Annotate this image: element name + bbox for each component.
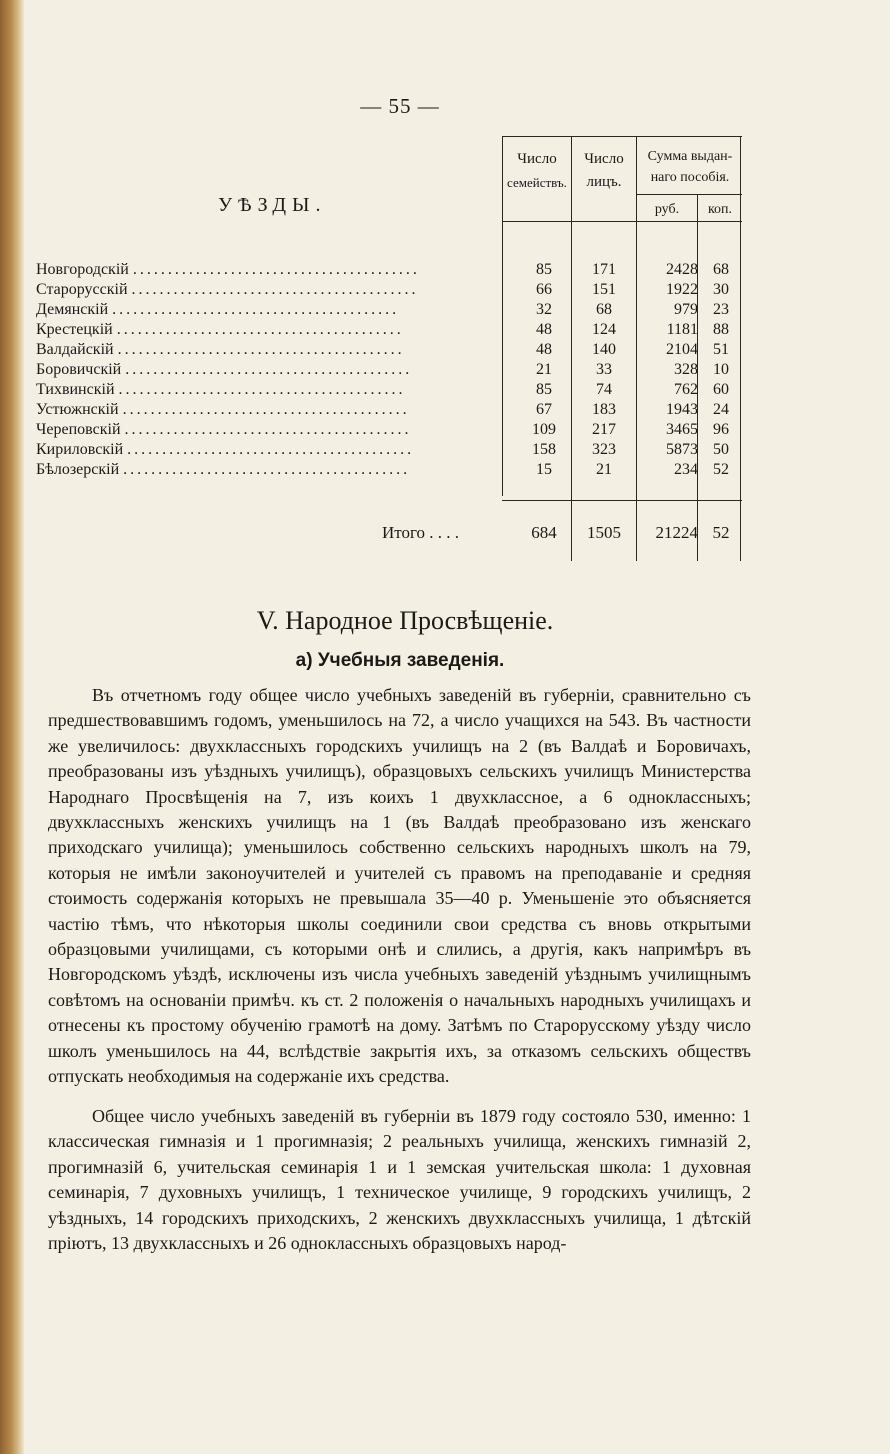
body-paragraph: Общее число учебныхъ заведеній въ губерніи въ 1879 году состояло 530, именно: 1 классическая гимназія и 1 прогимназія; 2 реальныхъ училища, женскихъ гимназій 2, прогимназій 6, учительская семинарія 1 и 1 земская учительская школа: 1 духовная семинарія, 7 духовныхъ училищъ, 1 техническое училище, 9 городскихъ училищъ, 2 уѣздныхъ, 14 городскихъ приходскихъ, 2 женскихъ двухклассныхъ училища, 1 дѣтскій пріютъ, 13 двухклассныхъ и 26 одноклассныхъ образцовыхъ народ-	[48, 1106, 751, 1254]
table-row	[36, 340, 746, 360]
table-row	[36, 260, 746, 280]
table-row	[36, 300, 746, 320]
families-cell: 32	[536, 301, 552, 318]
leader-dots: .........................................	[117, 341, 405, 358]
kop-cell: 30	[713, 281, 729, 298]
kop-cell: 24	[713, 401, 729, 418]
rub-cell: 1943	[666, 401, 698, 418]
district-name: Череповскій	[36, 421, 121, 438]
table-row	[36, 280, 746, 300]
total-rub: 21224	[655, 523, 698, 542]
book-spine-edge	[0, 0, 24, 1454]
families-header-line1: Число	[517, 151, 557, 167]
persons-cell: 217	[592, 421, 616, 438]
kop-cell: 10	[713, 361, 729, 378]
district-name: Валдайскій	[36, 341, 114, 358]
relief-table	[36, 136, 746, 566]
body-paragraph: Въ отчетномъ году общее число учебныхъ заведеній въ губерніи, сравнительно съ предшествовавшимъ годомъ, уменьшилось на 72, а число учащихся на 543. Въ частности же увеличилось: двухклассныхъ городскихъ училищъ на 2 (въ Валдаѣ и Боровичахъ, преобразованы изъ уѣздныхъ училищъ), образцовыхъ сельскихъ училищъ Министерства Народнаго Просвѣщенія на 7, изъ коихъ 1 двухклассное, а 6 одноклассныхъ; двухклассныхъ женскихъ училищъ на 1 (въ Валдаѣ преобразовано изъ женскаго приходскаго училища); уменьшилось собственно сельскихъ народныхъ школъ на 79, которыя не имѣли законоучителей и учителей съ правомъ на преподаваніе и средняя стоимость содержанія которыхъ не превышала 35—40 р. Уменьшеніе это объясняется частію тѣмъ, что нѣкоторыя школы соединили свои средства съ вновь открытыми образцовыми училищами, съ которыми онѣ и слились, а другія, какъ напримѣръ въ Новгородскомъ уѣздѣ, исключены изъ числа учебныхъ заведеній уѣзднымъ училищнымъ совѣтомъ на основаніи примѣч. къ ст. 2 положенія о начальныхъ народныхъ училищахъ и отнесены къ простому обученію грамотѣ на дому. Затѣмъ по Старорусскому уѣзду число школъ уменьшилось на 44, вслѣдствіе закрытія ихъ, за отказомъ сельскихъ обществъ отпускать необходимыя на содержаніе ихъ средства.	[48, 685, 751, 1087]
total-persons: 1505	[587, 523, 621, 542]
families-cell: 109	[532, 421, 556, 438]
persons-header	[572, 148, 636, 194]
persons-header-line2: лицъ.	[586, 174, 622, 190]
families-header-line2: семействъ.	[507, 175, 567, 190]
sum-header-line1: Сумма выдан-	[647, 149, 733, 164]
families-cell: 85	[536, 261, 552, 278]
table-row	[36, 400, 746, 420]
district-name: Старорусскій	[36, 281, 128, 298]
leader-dots: .........................................	[112, 301, 400, 318]
section-subtitle: а) Учебныя заведенія.	[295, 650, 505, 671]
families-cell: 48	[536, 321, 552, 338]
families-cell: 67	[536, 401, 552, 418]
rub-cell: 1922	[666, 281, 698, 298]
district-name: Крестецкій	[36, 321, 113, 338]
district-name: Устюжнскій	[36, 401, 119, 418]
kop-cell: 96	[713, 421, 729, 438]
page-number: — 55 —	[360, 94, 440, 118]
rub-cell: 762	[674, 381, 698, 398]
table-row	[36, 440, 746, 460]
total-kop: 52	[712, 523, 730, 542]
leader-dots: .........................................	[123, 461, 411, 478]
kop-header: коп.	[707, 202, 733, 217]
rub-cell: 2428	[666, 261, 698, 278]
rub-cell: 328	[674, 361, 698, 378]
persons-cell: 171	[592, 261, 616, 278]
persons-cell: 74	[596, 381, 612, 398]
families-cell: 21	[536, 361, 552, 378]
leader-dots: .........................................	[118, 381, 406, 398]
leader-dots: .........................................	[125, 361, 413, 378]
persons-cell: 21	[596, 461, 612, 478]
families-cell: 15	[536, 461, 552, 478]
families-cell: 158	[532, 441, 556, 458]
sum-header-line2: наго пособія.	[650, 170, 730, 185]
persons-cell: 33	[596, 361, 612, 378]
total-label: Итого . . . .	[382, 523, 460, 542]
district-name: Кириловскій	[36, 441, 124, 458]
rub-cell: 2104	[666, 341, 698, 358]
sum-header	[638, 146, 742, 188]
kop-cell: 52	[713, 461, 729, 478]
families-cell: 48	[536, 341, 552, 358]
table-row	[36, 420, 746, 440]
families-cell: 66	[536, 281, 552, 298]
district-name: Бѣлозерскій	[36, 461, 120, 478]
persons-header-line1: Число	[584, 151, 624, 167]
persons-cell: 68	[596, 301, 612, 318]
rub-cell: 234	[674, 461, 698, 478]
district-name: Боровичскій	[36, 361, 122, 378]
table-row	[36, 360, 746, 380]
table-row	[36, 380, 746, 400]
total-rule	[502, 500, 742, 501]
total-row	[36, 522, 746, 544]
persons-cell: 323	[592, 441, 616, 458]
leader-dots: .........................................	[116, 321, 404, 338]
total-families: 684	[531, 523, 557, 542]
header-bottom-rule	[502, 221, 742, 222]
families-cell: 85	[536, 381, 552, 398]
persons-cell: 140	[592, 341, 616, 358]
kop-cell: 23	[713, 301, 729, 318]
rub-cell: 1181	[666, 321, 698, 338]
district-name: Демянскій	[36, 301, 109, 318]
leader-dots: .........................................	[127, 441, 415, 458]
rub-header: руб.	[654, 202, 680, 217]
district-name: Тихвинскій	[36, 381, 115, 398]
district-name: Новгородскій	[36, 261, 129, 278]
leader-dots: .........................................	[122, 401, 410, 418]
kop-cell: 60	[713, 381, 729, 398]
leader-dots: .........................................	[131, 281, 419, 298]
persons-cell: 124	[592, 321, 616, 338]
district-header: УѢЗДЫ.	[218, 194, 327, 216]
table-row	[36, 460, 746, 480]
rub-cell: 3465	[666, 421, 698, 438]
section-title: V. Народное Просвѣщеніе.	[256, 606, 554, 635]
table-row	[36, 320, 746, 340]
persons-cell: 183	[592, 401, 616, 418]
kop-cell: 68	[713, 261, 729, 278]
rub-cell: 5873	[666, 441, 698, 458]
rub-cell: 979	[674, 301, 698, 318]
kop-cell: 50	[713, 441, 729, 458]
kop-cell: 88	[713, 321, 729, 338]
kop-cell: 51	[713, 341, 729, 358]
families-header	[504, 148, 570, 194]
table-top-rule	[502, 136, 742, 137]
leader-dots: .........................................	[132, 261, 420, 278]
persons-cell: 151	[592, 281, 616, 298]
sum-subheader-rule	[636, 194, 742, 195]
leader-dots: .........................................	[124, 421, 412, 438]
